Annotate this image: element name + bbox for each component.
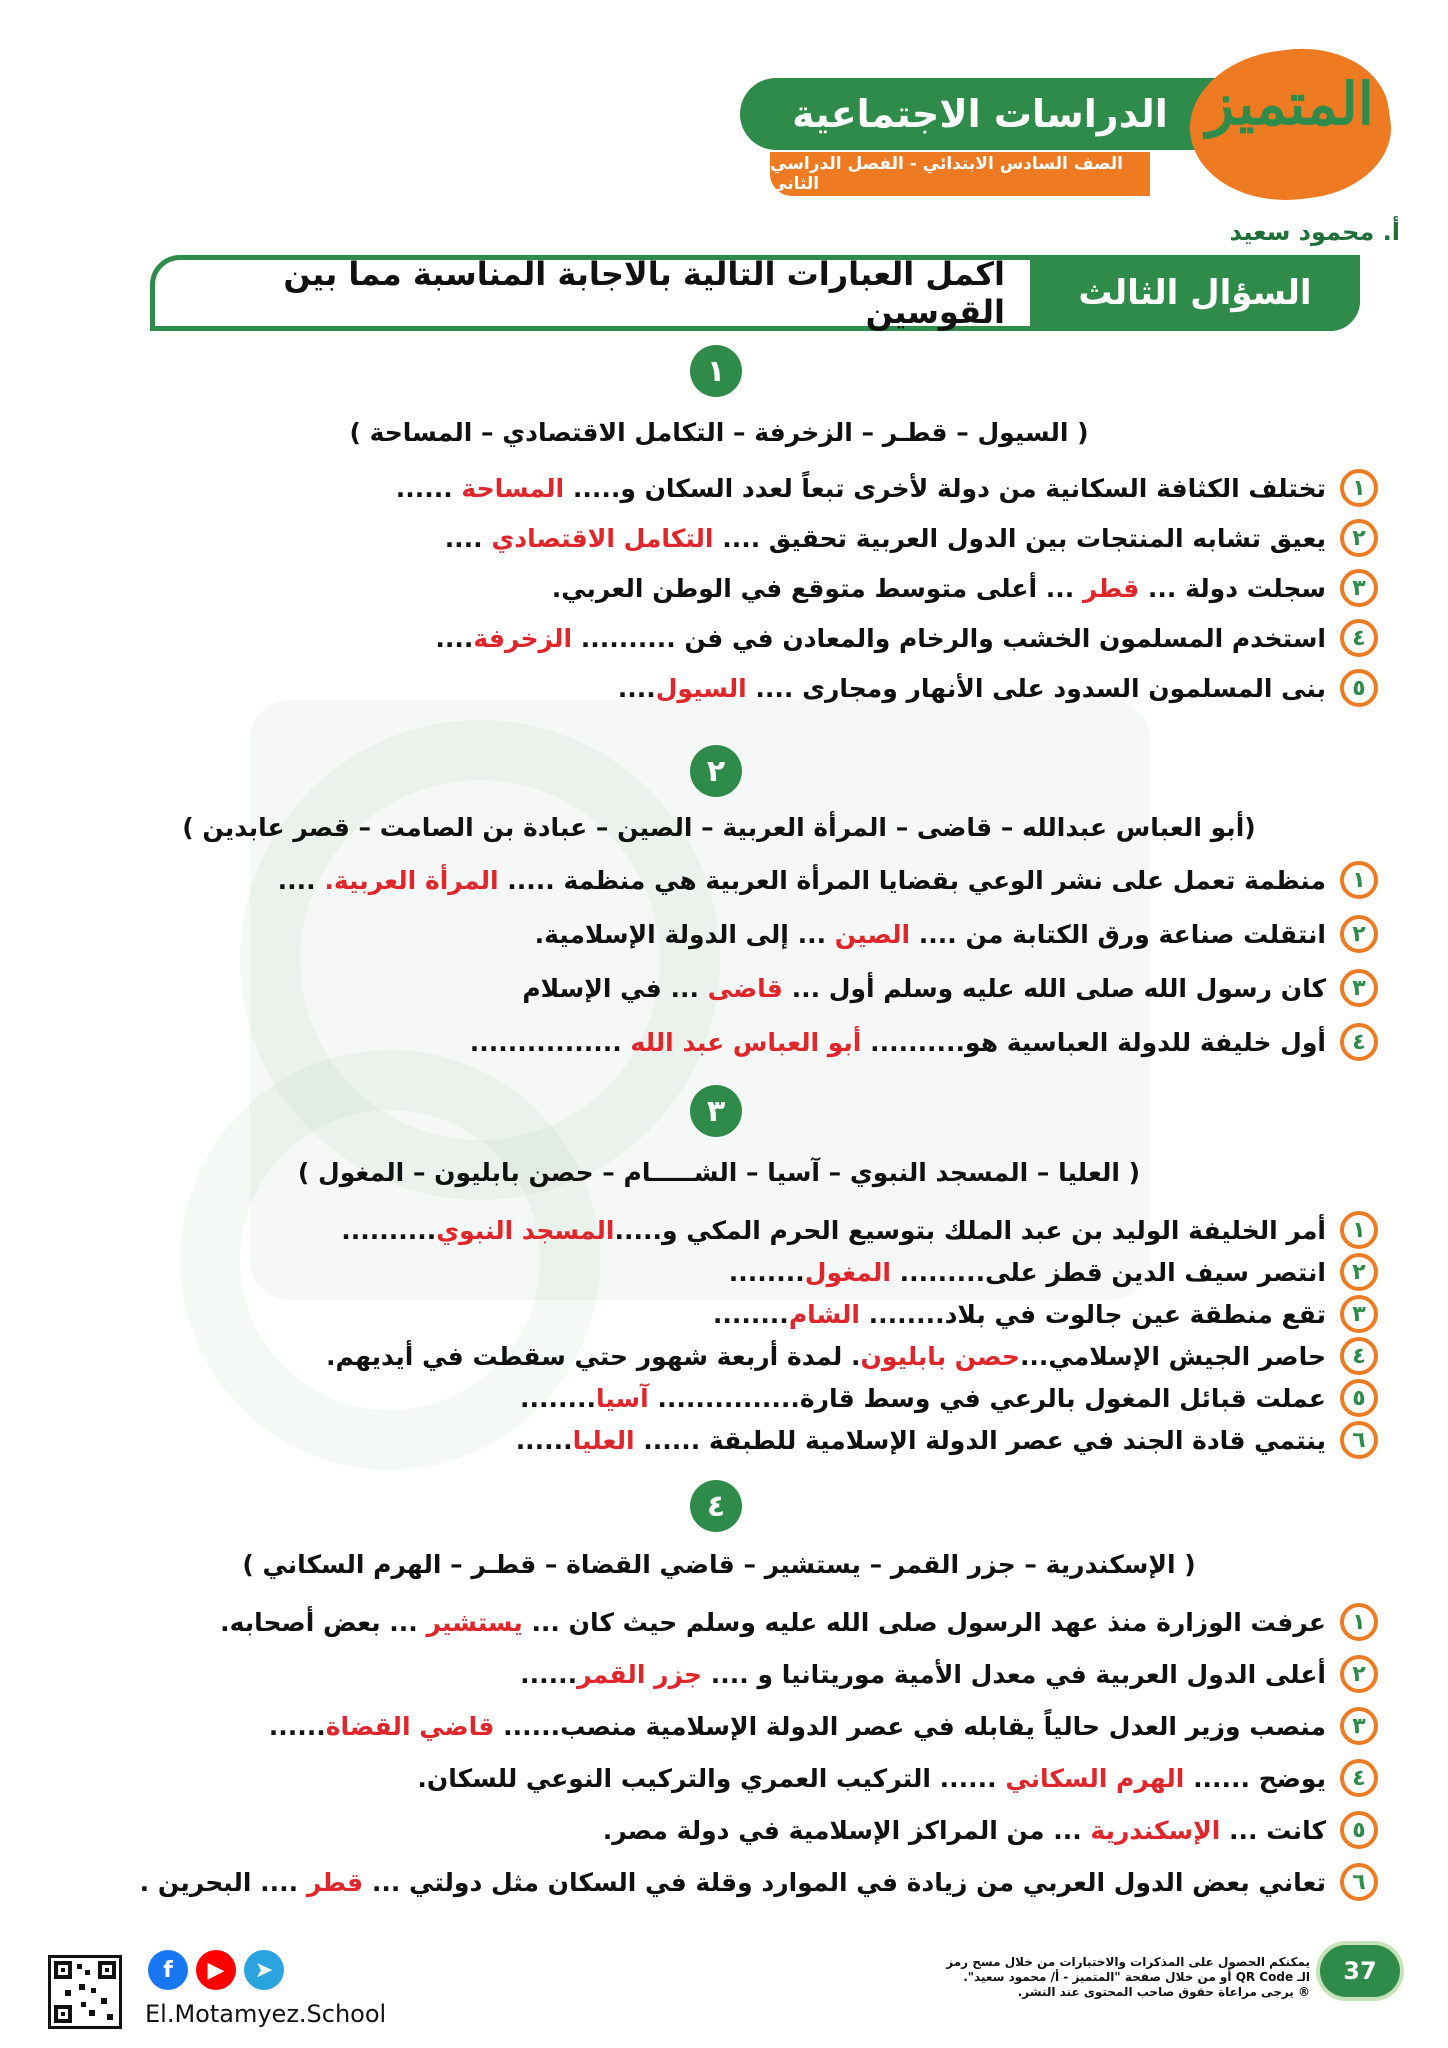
sentence-text: كانت ... bbox=[1220, 1815, 1326, 1845]
question-item bbox=[78, 516, 1378, 560]
youtube-icon[interactable]: ▶ bbox=[196, 1950, 236, 1990]
sentence-text: سجلت دولة ... bbox=[1139, 573, 1326, 603]
item-sentence bbox=[522, 974, 1326, 1003]
item-number: ١ bbox=[1340, 861, 1378, 899]
question-item bbox=[78, 1704, 1378, 1748]
subject-title: الدراسات الاجتماعية bbox=[792, 92, 1168, 136]
question-item bbox=[78, 1376, 1378, 1420]
item-sentence bbox=[618, 674, 1326, 703]
sentence-text: أمر الخليفة الوليد بن عبد الملك بتوسيع الحرم المكي و..... bbox=[614, 1215, 1326, 1245]
qr-code[interactable] bbox=[48, 1955, 122, 2029]
question-item bbox=[78, 1756, 1378, 1800]
sentence-text: ... في الإسلام bbox=[522, 973, 708, 1003]
sentence-text: ... بعض أصحابه. bbox=[220, 1607, 427, 1637]
sentence-text: عرفت الوزارة منذ عهد الرسول صلى الله عليه وسلم حيث كان ... bbox=[522, 1607, 1326, 1637]
answer-text: يستشير bbox=[426, 1607, 523, 1637]
item-sentence bbox=[220, 1608, 1326, 1637]
sentence-text: ........ bbox=[519, 1383, 596, 1413]
answer-text: الإسكندرية bbox=[1090, 1815, 1221, 1845]
question-tag: السؤال الثالث bbox=[1030, 255, 1360, 331]
footer-note-line: ® يرجى مراعاة حقوق صاحب المحتوى عند النشر. bbox=[1017, 1985, 1310, 1999]
item-number: ٤ bbox=[1340, 1023, 1378, 1061]
answer-text: العليا bbox=[572, 1425, 635, 1455]
question-item bbox=[78, 1208, 1378, 1252]
sentence-text: .... bbox=[435, 623, 474, 653]
sentence-text: .... البحرين . bbox=[139, 1867, 307, 1897]
sentence-text: تقع منطقة عين جالوت في بلاد........ bbox=[859, 1299, 1326, 1329]
question-item bbox=[78, 1292, 1378, 1336]
item-sentence bbox=[396, 474, 1326, 503]
answer-options: (أبو العباس عبدالله – قاضى – المرأة العربية – الصين – عبادة بن الصامت – قصر عابدين ) bbox=[182, 813, 1256, 842]
item-number: ٣ bbox=[1340, 969, 1378, 1007]
item-sentence bbox=[417, 1764, 1326, 1793]
footer-note bbox=[900, 1955, 1310, 2000]
sentence-text: انتصر سيف الدين قطز على......... bbox=[890, 1257, 1326, 1287]
answer-text: قطر bbox=[306, 1867, 364, 1897]
sentence-text: ... من المراكز الإسلامية في دولة مصر. bbox=[602, 1815, 1091, 1845]
sentence-text: أعلى الدول العربية في معدل الأمية موريتانيا و .... bbox=[702, 1659, 1326, 1689]
item-sentence bbox=[520, 1660, 1326, 1689]
sentence-text: تختلف الكثافة السكانية من دولة لأخرى تبعاً لعدد السكان و..... bbox=[564, 473, 1326, 503]
question-item bbox=[78, 966, 1378, 1010]
question-instruction: اكمل العبارات التالية بالاجابة المناسبة مما بين القوسين bbox=[283, 255, 1005, 331]
question-item bbox=[78, 1250, 1378, 1294]
sentence-text: حاصر الجيش الإسلامي... bbox=[1019, 1341, 1326, 1371]
sentence-text: ...... bbox=[520, 1659, 578, 1689]
sentence-text: ... إلى الدولة الإسلامية. bbox=[534, 919, 835, 949]
sentence-text: ........ bbox=[712, 1299, 789, 1329]
item-number: ٤ bbox=[1340, 1759, 1378, 1797]
subject-banner bbox=[740, 78, 1220, 150]
item-sentence bbox=[326, 1342, 1326, 1371]
section-badge: ٢ bbox=[690, 745, 742, 797]
answer-text: المساحة bbox=[461, 473, 565, 503]
answer-options: ( السيول – قطـر – الزخرفة – التكامل الاقتصادي – المساحة ) bbox=[349, 418, 1089, 447]
question-item bbox=[78, 1334, 1378, 1378]
answer-text: حصن بابليون bbox=[860, 1341, 1020, 1371]
sentence-text: ...... bbox=[268, 1711, 326, 1741]
question-item bbox=[78, 1860, 1378, 1904]
footer-note-line: يمكنكم الحصول على المذكرات والاختبارات من خلال مسح رمز bbox=[946, 1955, 1310, 1969]
item-number: ٥ bbox=[1340, 1379, 1378, 1417]
question-item bbox=[78, 858, 1378, 902]
item-sentence bbox=[520, 1384, 1326, 1413]
author-name: أ. محمود سعيد bbox=[1229, 218, 1400, 246]
item-number: ٤ bbox=[1340, 1337, 1378, 1375]
section-badge: ٤ bbox=[690, 1480, 742, 1532]
section-badge: ١ bbox=[690, 345, 742, 397]
question-item bbox=[78, 666, 1378, 710]
sentence-text: ينتمي قادة الجند في عصر الدولة الإسلامية للطبقة ...... bbox=[634, 1425, 1326, 1455]
answer-text: أبو العباس عبد الله bbox=[630, 1027, 862, 1057]
item-sentence bbox=[729, 1258, 1326, 1287]
answer-text: الهرم السكاني bbox=[1005, 1763, 1185, 1793]
answer-text: الشام bbox=[788, 1299, 860, 1329]
question-item bbox=[78, 1652, 1378, 1696]
sentence-text: أول خليفة للدولة العباسية هو.......... bbox=[861, 1027, 1326, 1057]
sentence-text: منظمة تعمل على نشر الوعي بقضايا المرأة العربية هي منظمة ..... bbox=[498, 865, 1326, 895]
sentence-text: ...... bbox=[515, 1425, 573, 1455]
sentence-text: استخدم المسلمون الخشب والرخام والمعادن في فن .......... bbox=[572, 623, 1326, 653]
item-sentence bbox=[470, 1028, 1326, 1057]
item-number: ١ bbox=[1340, 1603, 1378, 1641]
question-item bbox=[78, 616, 1378, 660]
answer-text: الصين bbox=[834, 919, 911, 949]
sentence-text: تعاني بعض الدول العربي من زيادة في الموارد وقلة في السكان مثل دولتي ... bbox=[363, 1867, 1326, 1897]
item-number: ٣ bbox=[1340, 1707, 1378, 1745]
sentence-text: منصب وزير العدل حالياً يقابله في عصر الدولة الإسلامية منصب...... bbox=[494, 1711, 1326, 1741]
page-number: 37 bbox=[1320, 1945, 1400, 1997]
item-number: ٢ bbox=[1340, 1253, 1378, 1291]
sentence-text: .... bbox=[617, 673, 656, 703]
footer-note-line: الـ QR Code أو من خلال صفحة "المتميز - أ/ محمود سعيد". bbox=[963, 1970, 1310, 1984]
item-number: ٢ bbox=[1340, 1655, 1378, 1693]
item-number: ٦ bbox=[1340, 1863, 1378, 1901]
answer-text: المسجد النبوي bbox=[436, 1215, 615, 1245]
item-sentence bbox=[341, 1216, 1326, 1245]
answer-text: التكامل الاقتصادي bbox=[491, 523, 714, 553]
website-link[interactable]: El.Motamyez.School bbox=[145, 2000, 387, 2028]
item-sentence bbox=[516, 1426, 1326, 1455]
item-number: ٣ bbox=[1340, 569, 1378, 607]
question-item bbox=[78, 1808, 1378, 1852]
sentence-text: يوضح ...... bbox=[1184, 1763, 1326, 1793]
sentence-text: ... أعلى متوسط متوقع في الوطن العربي. bbox=[551, 573, 1083, 603]
item-number: ٦ bbox=[1340, 1421, 1378, 1459]
sentence-text: .... bbox=[277, 865, 325, 895]
item-sentence bbox=[269, 1712, 1326, 1741]
logo-text: المتميز bbox=[1206, 70, 1374, 138]
answer-text: قاضى bbox=[707, 973, 783, 1003]
answer-options: ( الإسكندرية – جزر القمر – يستشير – قاضي القضاة – قطـر – الهرم السكاني ) bbox=[242, 1550, 1196, 1579]
sentence-text: ...... التركيب العمري والتركيب النوعي للسكان. bbox=[417, 1763, 1006, 1793]
social-links bbox=[148, 1950, 284, 1990]
item-sentence bbox=[552, 574, 1326, 603]
question-item bbox=[78, 912, 1378, 956]
answer-text: قطر bbox=[1082, 573, 1140, 603]
item-number: ٣ bbox=[1340, 1295, 1378, 1333]
item-sentence bbox=[278, 866, 1326, 895]
item-number: ٢ bbox=[1340, 915, 1378, 953]
sentence-text: عملت قبائل المغول بالرعي في وسط قارة............... bbox=[648, 1383, 1326, 1413]
answer-text: المغول bbox=[804, 1257, 891, 1287]
answer-text: المرأة العربية. bbox=[324, 865, 499, 895]
question-item bbox=[78, 566, 1378, 610]
item-number: ٢ bbox=[1340, 519, 1378, 557]
sentence-text: يعيق تشابه المنتجات بين الدول العربية تحقيق .... bbox=[713, 523, 1326, 553]
item-sentence bbox=[603, 1816, 1326, 1845]
item-sentence bbox=[535, 920, 1326, 949]
question-header bbox=[150, 255, 1360, 331]
item-number: ١ bbox=[1340, 1211, 1378, 1249]
question-item bbox=[78, 1418, 1378, 1462]
sentence-text: كان رسول الله صلى الله عليه وسلم أول ... bbox=[782, 973, 1326, 1003]
sentence-text: . لمدة أربعة شهور حتي سقطت في أيديهم. bbox=[325, 1341, 861, 1371]
sentence-text: ...... bbox=[395, 473, 462, 503]
answer-text: السيول bbox=[655, 673, 747, 703]
answer-text: الزخرفة bbox=[473, 623, 573, 653]
answer-options: ( العليا – المسجد النبوي – آسيا – الشـــــام – حصن بابليون – المغول ) bbox=[297, 1158, 1141, 1187]
question-item bbox=[78, 1020, 1378, 1064]
answer-text: جزر القمر bbox=[577, 1659, 703, 1689]
item-sentence bbox=[140, 1868, 1326, 1897]
answer-text: آسيا bbox=[595, 1383, 649, 1413]
answer-text: قاضي القضاة bbox=[325, 1711, 495, 1741]
grade-banner: الصف السادس الابتدائي - الفصل الدراسي الثاني bbox=[770, 152, 1150, 196]
item-number: ٤ bbox=[1340, 619, 1378, 657]
item-sentence bbox=[445, 524, 1326, 553]
item-sentence bbox=[713, 1300, 1326, 1329]
item-number: ٥ bbox=[1340, 1811, 1378, 1849]
sentence-text: ................ bbox=[469, 1027, 631, 1057]
logo bbox=[1170, 40, 1410, 246]
sentence-text: انتقلت صناعة ورق الكتابة من .... bbox=[910, 919, 1326, 949]
sentence-text: .... bbox=[444, 523, 492, 553]
section-badge: ٣ bbox=[690, 1085, 742, 1137]
sentence-text: .......... bbox=[341, 1215, 437, 1245]
question-item bbox=[78, 466, 1378, 510]
telegram-icon[interactable]: ➤ bbox=[244, 1950, 284, 1990]
facebook-icon[interactable]: f bbox=[148, 1950, 188, 1990]
sentence-text: بنى المسلمون السدود على الأنهار ومجارى .... bbox=[746, 673, 1326, 703]
item-sentence bbox=[435, 624, 1326, 653]
sentence-text: ........ bbox=[728, 1257, 805, 1287]
item-number: ١ bbox=[1340, 469, 1378, 507]
question-item bbox=[78, 1600, 1378, 1644]
item-number: ٥ bbox=[1340, 669, 1378, 707]
